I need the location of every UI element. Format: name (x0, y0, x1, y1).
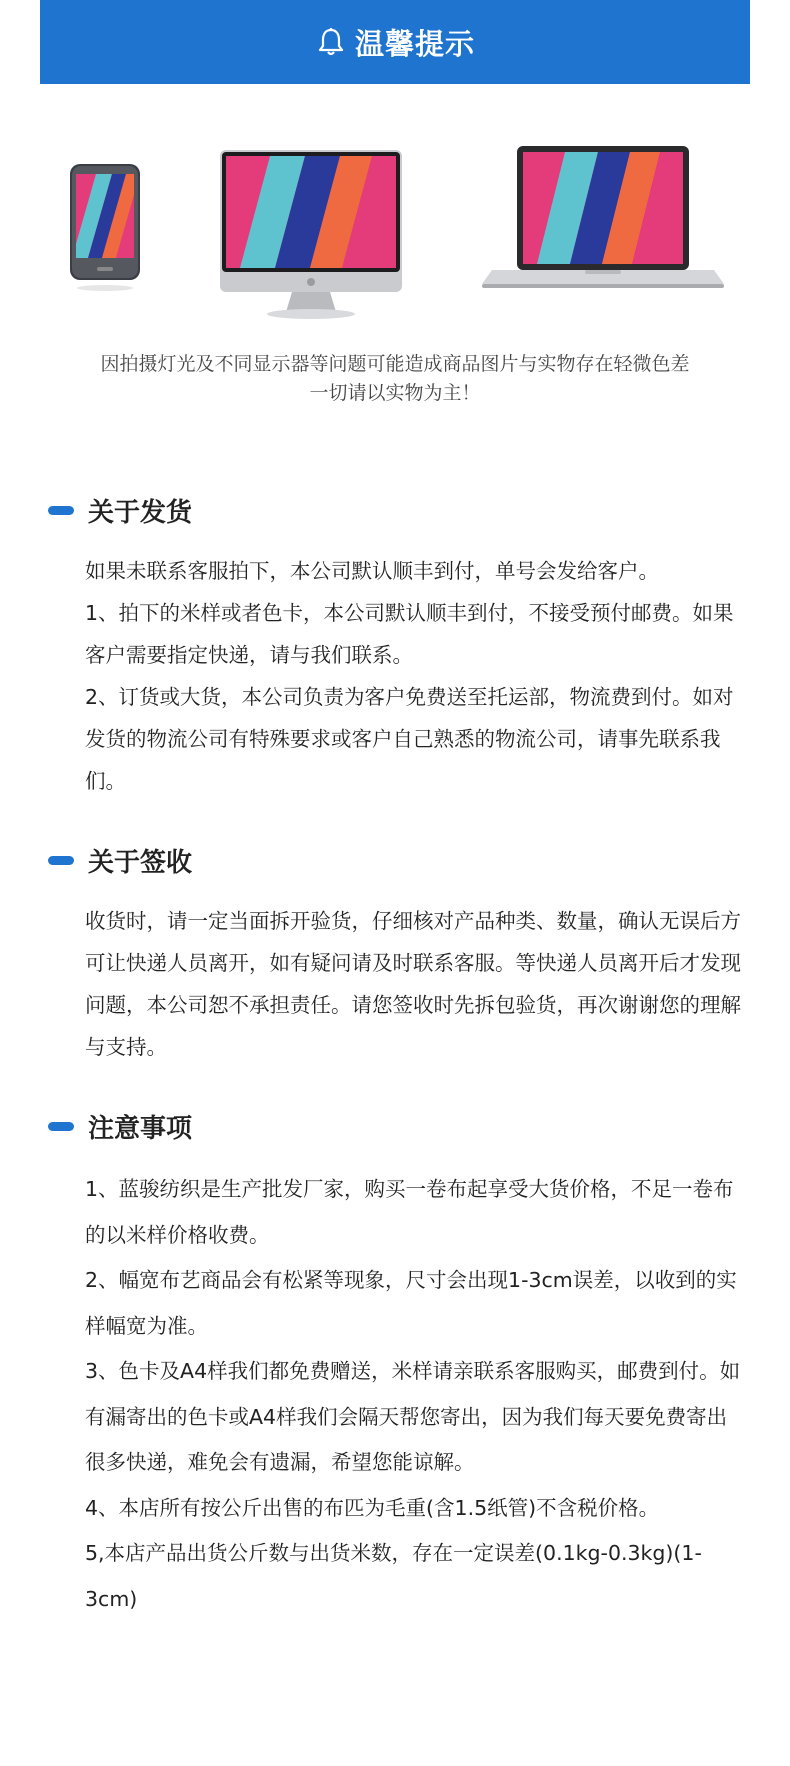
shipping-paragraph-0: 如果未联系客服拍下，本公司默认顺丰到付，单号会发给客户。 (85, 559, 659, 583)
section-notes-body (85, 1167, 745, 1622)
disclaimer-line-2: 一切请以实物为主！ (309, 382, 481, 404)
notes-paragraph-4: 5,本店产品出货公斤数与出货米数，存在一定误差(0.1kg-0.3kg)(1-3cm) (85, 1541, 702, 1611)
desktop-monitor-icon (220, 150, 402, 319)
section-marker (48, 1122, 74, 1131)
device-illustration (0, 120, 790, 320)
section-notes-header (48, 1108, 192, 1145)
section-shipping-title: 关于发货 (88, 498, 193, 528)
notes-paragraph-0: 1、蓝骏纺织是生产批发厂家，购买一卷布起享受大货价格，不足一卷布的以米样价格收费。 (85, 1177, 734, 1247)
section-signing-body (85, 900, 745, 1068)
section-shipping-header (48, 492, 192, 529)
header-banner (40, 0, 750, 84)
notes-paragraph-2: 3、色卡及A4样我们都免费赠送，米样请亲联系客服购买，邮费到付。如有漏寄出的色卡或A4样我们会隔天帮您寄出，因为我们每天要免费寄出很多快递，难免会有遗漏，希望您能谅解。 (85, 1359, 741, 1474)
color-disclaimer (40, 350, 750, 408)
section-signing-title: 关于签收 (88, 848, 193, 878)
notes-paragraph-3: 4、本店所有按公斤出售的布匹为毛重(含1.5纸管)不含税价格。 (85, 1495, 660, 1520)
section-shipping-body (85, 550, 745, 802)
section-marker (48, 506, 74, 515)
section-notes-title: 注意事项 (88, 1114, 193, 1144)
notes-paragraph-1: 2、幅宽布艺商品会有松紧等现象，尺寸会出现1-3cm误差，以收到的实样幅宽为准。 (85, 1268, 737, 1338)
section-signing-header (48, 842, 192, 879)
signing-paragraph-0: 收货时，请一定当面拆开验货，仔细核对产品种类、数量，确认无误后方可让快递人员离开，如有疑问请及时联系客服。等快递人员离开后才发现问题，本公司恕不承担责任。请您签收时先拆包验货，再次谢谢您的理解与支持。 (85, 909, 741, 1059)
phone-icon (70, 164, 160, 291)
header-title: 温馨提示 (354, 26, 475, 61)
shipping-paragraph-2: 2、订货或大货，本公司负责为客户免费送至托运部，物流费到付。如对发货的物流公司有特殊要求或客户自己熟悉的物流公司，请事先联系我们。 (85, 685, 734, 793)
disclaimer-line-1: 因拍摄灯光及不同显示器等问题可能造成商品图片与实物存在轻微色差 (100, 353, 690, 375)
bell-icon (315, 26, 347, 58)
shipping-paragraph-1: 1、拍下的米样或者色卡，本公司默认顺丰到付，不接受预付邮费。如果客户需要指定快递，请与我们联系。 (85, 601, 734, 667)
laptop-icon (482, 146, 724, 288)
section-marker (48, 856, 74, 865)
